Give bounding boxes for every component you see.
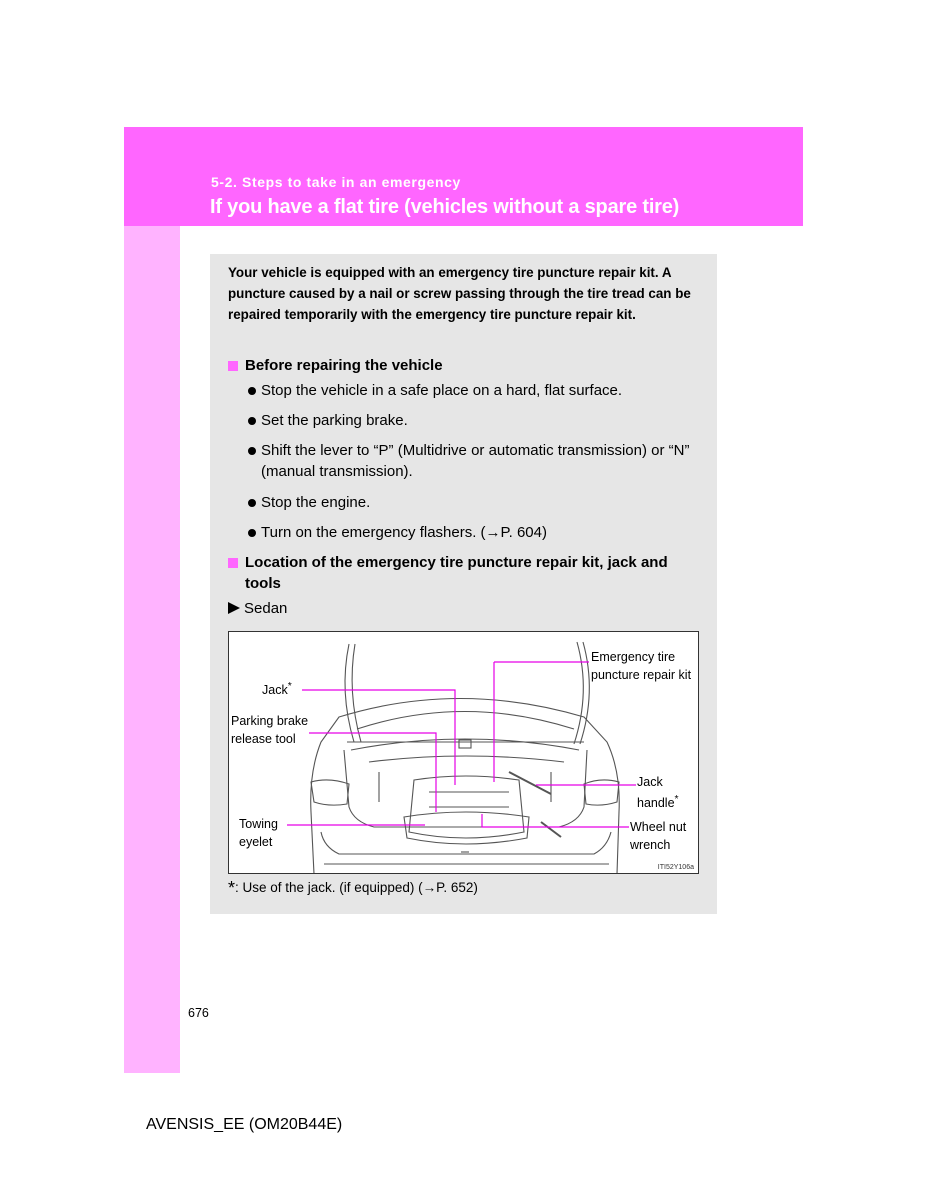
bullet-dot-icon — [248, 499, 256, 507]
list-item: Turn on the emergency flashers. (→P. 604) — [246, 522, 701, 543]
before-repair-heading: Before repairing the vehicle — [228, 355, 703, 376]
parking-brake-tool-label: Parking brake release tool — [231, 714, 309, 746]
bullet-dot-icon — [248, 447, 256, 455]
triangle-right-icon — [228, 602, 240, 614]
footnote: *: Use of the jack. (if equipped) (→P. 652) — [228, 878, 478, 898]
jack-label: Jack* — [262, 681, 292, 698]
model-label: Sedan — [228, 598, 287, 619]
jack-handle-label: Jack handle* — [637, 775, 679, 811]
square-bullet-icon — [228, 558, 238, 568]
trunk-illustration — [228, 631, 699, 874]
manual-model-code: AVENSIS_EE (OM20B44E) — [146, 1116, 343, 1133]
repair-kit-label: Emergency tire puncture repair kit — [591, 650, 692, 682]
list-item: Stop the vehicle in a safe place on a hard, flat surface. — [246, 380, 701, 401]
list-item: Stop the engine. — [246, 492, 701, 513]
location-heading: Location of the emergency tire puncture repair kit, jack and tools — [228, 552, 703, 594]
page-number: 676 — [188, 1006, 209, 1020]
list-item: Shift the lever to “P” (Multidrive or automatic transmission) or “N” (manual transmission). — [246, 440, 701, 482]
section-label: 5-2. Steps to take in an emergency — [211, 174, 461, 190]
square-bullet-icon — [228, 361, 238, 371]
bullet-dot-icon — [248, 387, 256, 395]
sidebar-stripe — [124, 226, 180, 1073]
wheel-nut-wrench-label: Wheel nut wrench — [630, 820, 687, 852]
bullet-dot-icon — [248, 529, 256, 537]
page-title: If you have a flat tire (vehicles without a spare tire) — [210, 196, 680, 218]
towing-eyelet-label: Towing eyelet — [239, 817, 278, 849]
figure-code: ITI52Y106a — [657, 864, 694, 871]
bullet-dot-icon — [248, 417, 256, 425]
list-item: Set the parking brake. — [246, 410, 701, 431]
intro-text: Your vehicle is equipped with an emergency tire puncture repair kit. A puncture caused by a nail or screw passing through the tire tread can be repaired temporarily with the emergency tire puncture repair kit. — [228, 265, 691, 322]
